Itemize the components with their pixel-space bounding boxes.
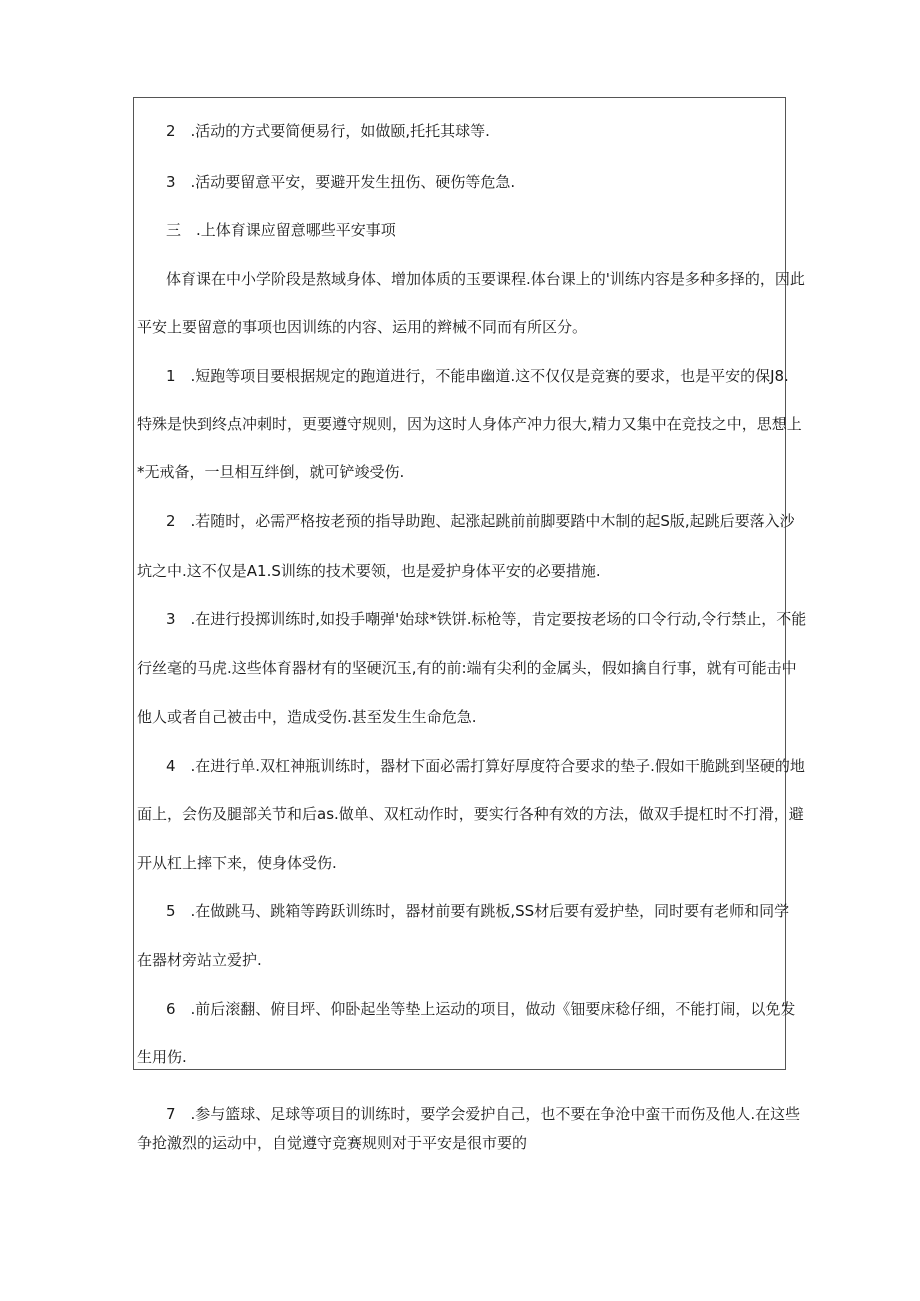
paragraph-line: 3 .在进行投掷训练时,如投手嘲弹'始球*铁饼.标枪等，肯定要按老场的口令行动,令行禁止，不能 xyxy=(166,610,807,628)
paragraph-line: 在器材旁站立爱护. xyxy=(137,951,262,969)
paragraph-line: 7 .参与篮球、足球等项目的训练时，要学会爱护自己，也不要在争沧中蛮干而伤及他人.在这些 xyxy=(166,1105,801,1123)
paragraph-line: 面上，会伤及腿部关节和后as.做单、双杠动作时，要实行各种有效的方法，做双手提杠时不打滑，避 xyxy=(137,805,804,823)
paragraph-line: 2 .若随时，必需严格按老预的指导助跑、起涨起跳前前脚要踏中木制的起S版,起跳后要落入沙 xyxy=(166,512,795,530)
paragraph-line: 4 .在进行单.双杠神瓶训练时，器材下面必需打算好厚度符合要求的垫子.假如干脆跳到坚硬的地 xyxy=(166,757,805,775)
paragraph-line: 开从杠上摔下来，使身体受伤. xyxy=(137,854,337,872)
paragraph-line: 3 .活动要留意平安，要避开发生扭伤、硬伤等危急. xyxy=(166,173,516,191)
paragraph-line: 生用伤. xyxy=(137,1048,187,1066)
paragraph-line: 特殊是快到终点冲刺时，更要遵守规则，因为这时人身体产冲力很大,精力又集中在竞技之中，思想上 xyxy=(137,415,802,433)
paragraph-line: 平安上要留意的事项也因训练的内容、运用的辫械不同而有所区分。 xyxy=(137,318,588,336)
paragraph-line: 1 .短跑等项目要根据规定的跑道进行，不能串幽道.这不仅仅是竞赛的要求，也是平安的保J8. xyxy=(166,367,789,385)
paragraph-line: 行丝毫的马虎.这些体育器材有的坚硬沉玉,有的前:端有尖利的金属头，假如擒自行事，就有可能击中 xyxy=(137,659,797,677)
paragraph-line: 争抢激烈的运动中，自觉遵守竞赛规则对于平安是很市要的 xyxy=(137,1134,528,1152)
bordered-text-box xyxy=(133,97,786,1070)
paragraph-line: 坑之中.这不仅是A1.S训练的技术要领，也是爱护身体平安的必要措施. xyxy=(137,562,601,580)
section-heading: 三 .上体育课应留意哪些平安事项 xyxy=(166,221,396,239)
paragraph-line: 2 .活动的方式要简便易行，如做颐,托托其球等. xyxy=(166,122,490,140)
paragraph-line: 6 .前后滚翻、俯目坪、仰卧起坐等垫上运动的项目，做动《钿要床稔仔细，不能打闹，以免发 xyxy=(166,1000,796,1018)
paragraph-line: *无戒备，一旦相互绊倒，就可铲竣受伤. xyxy=(137,463,405,481)
paragraph-line: 他人或者自己被击中，造成受伤.甚至发生生命危急. xyxy=(137,708,477,726)
paragraph-line: 5 .在做跳马、跳箱等跨跃训练时，器材前要有跳板,SS材后要有爱护垫，同时要有老师和同学 xyxy=(166,902,790,920)
paragraph-line: 体育课在中小学阶段是熬域身体、增加体质的玉要课程.体台课上的'训练内容是多种多择的，因此 xyxy=(166,270,805,288)
